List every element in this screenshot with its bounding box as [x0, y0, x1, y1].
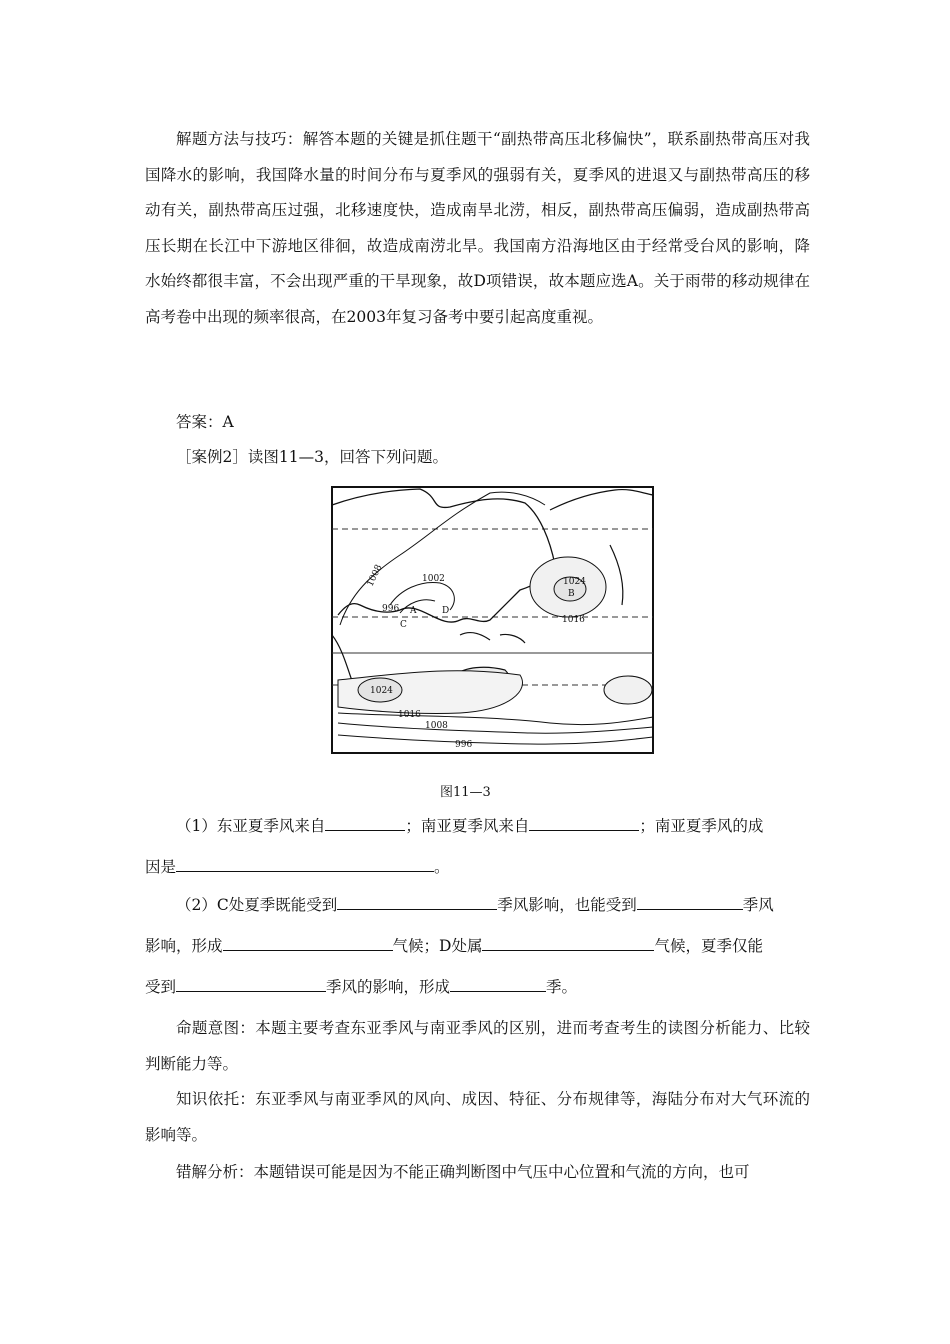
pressure-map-figure [330, 485, 655, 755]
intent-paragraph: 命题意图：本题主要考查东亚季风与南亚季风的区别，进而考查考生的读图分析能力、比较判断能力等。 [145, 1019, 810, 1073]
q2-part-d: 影响，形成 [145, 937, 223, 955]
q2-part-b: 季风影响，也能受到 [497, 896, 637, 914]
label-1002: 1002 [422, 574, 445, 584]
blank-d-season[interactable] [450, 975, 546, 992]
q2-part-c: 季风 [742, 896, 774, 914]
q1-part-e: 。 [434, 858, 450, 876]
blank-c-monsoon-2[interactable] [637, 893, 743, 910]
question-2-line-2 [145, 934, 763, 956]
q2-part-g: 受到 [145, 978, 177, 996]
q1-part-d: 因是 [145, 858, 177, 876]
answer-line: 答案：A [176, 413, 234, 431]
blank-east-asia-source[interactable] [325, 814, 405, 831]
blank-south-asia-source[interactable] [529, 814, 639, 831]
q1-part-c: ；南亚夏季风的成 [639, 817, 764, 835]
label-996-south: 996 [455, 740, 473, 750]
blank-c-climate[interactable] [223, 934, 393, 951]
south-pacific-high [604, 676, 652, 704]
label-1008: 1008 [365, 563, 385, 589]
label-1008-south: 1008 [425, 721, 448, 731]
q2-part-i: 季。 [546, 978, 578, 996]
label-point-a: A [410, 606, 417, 616]
label-point-d: D [442, 606, 450, 616]
blank-d-climate[interactable] [482, 934, 654, 951]
blank-c-monsoon-1[interactable] [337, 893, 497, 910]
pressure-map [330, 485, 655, 755]
blank-south-asia-cause[interactable] [176, 855, 434, 872]
label-1024-north: 1024 [563, 577, 586, 587]
label-point-b: B [568, 589, 575, 599]
q1-part-b: ；南亚夏季风来自 [405, 817, 530, 835]
label-1016-south: 1016 [398, 710, 421, 720]
question-1-line-2 [145, 855, 450, 877]
blank-d-monsoon[interactable] [176, 975, 326, 992]
q2-part-h: 季风的影响，形成 [326, 978, 451, 996]
q2-part-f: 气候，夏季仅能 [654, 937, 763, 955]
method-paragraph: 解题方法与技巧：解答本题的关键是抓住题干“副热带高压北移偏快”，联系副热带高压对我国降水的影响，我国降水量的时间分布与夏季风的强弱有关，夏季风的进退又与副热带高压的移动有关，副热带高压过强，北移速度快，造成南旱北涝，相反，副热带高压偏弱，造成副热带高压长期在长江中下游地区徘徊，故造成南涝北旱。我国南方沿海地区由于经常受台风的影响，降水始终都很丰富，不会出现严重的干旱现象，故D项错误，故本题应选A。关于雨带的移动规律在高考卷中出现的频率很高，在2003年复习备考中要引起高度重视。 [145, 130, 810, 326]
q2-part-e: 气候；D处属 [392, 937, 483, 955]
question-2-line-1 [176, 893, 774, 915]
label-point-c: C [400, 620, 407, 630]
label-1024-south: 1024 [370, 686, 393, 696]
question-1-line-1 [176, 814, 763, 836]
error-paragraph: 错解分析：本题错误可能是因为不能正确判断图中气压中心位置和气流的方向，也可 [176, 1163, 750, 1181]
question-2-line-3 [145, 975, 577, 997]
q2-part-a: （2）C处夏季既能受到 [176, 896, 338, 914]
case-intro: ［案例2］读图11—3，回答下列问题。 [176, 448, 448, 466]
knowledge-paragraph: 知识依托：东亚季风与南亚季风的风向、成因、特征、分布规律等，海陆分布对大气环流的影响等。 [145, 1090, 810, 1144]
label-1016-north: 1016 [562, 615, 585, 625]
figure-caption: 图11—3 [440, 785, 491, 800]
label-996: 996 [382, 604, 400, 614]
q1-part-a: （1）东亚夏季风来自 [176, 817, 326, 835]
